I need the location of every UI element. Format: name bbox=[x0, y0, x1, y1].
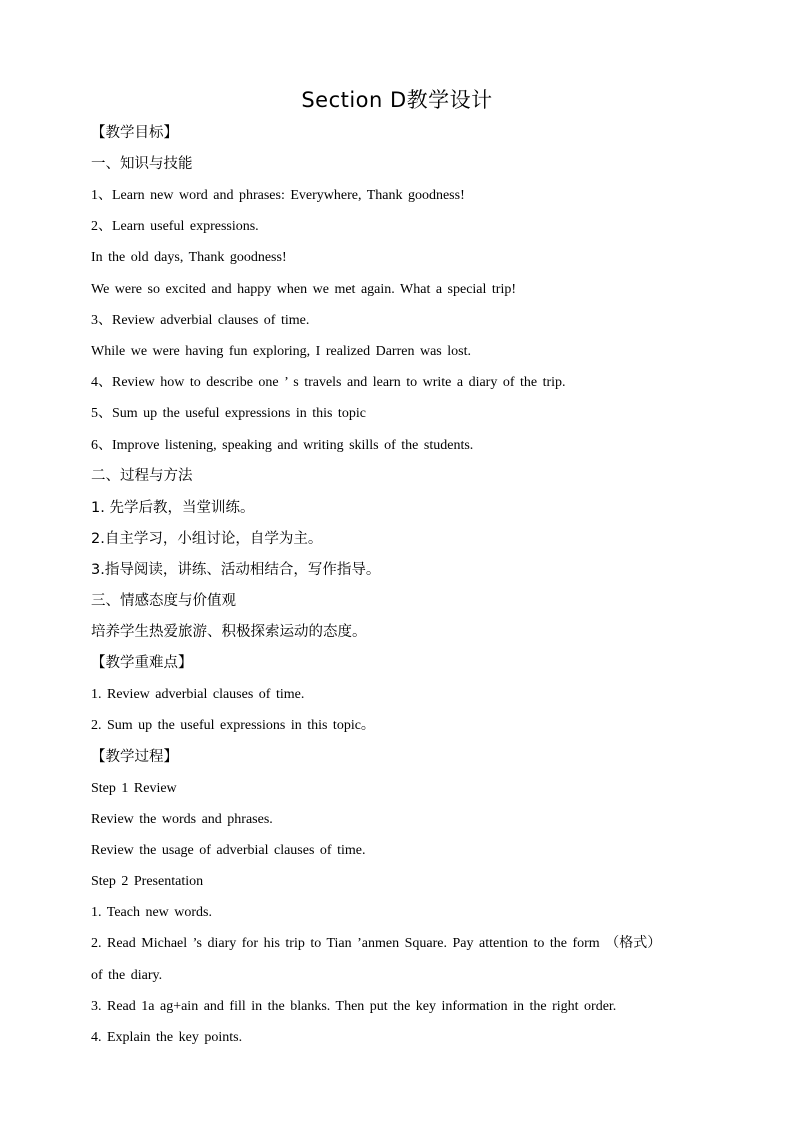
subheading-process-methods: 二、过程与方法 bbox=[91, 468, 193, 484]
process-line: 2. Read Michael ’s diary for his trip to Tian ’anmen Square. Pay attention to the form （格式） bbox=[91, 936, 662, 951]
goal-line: We were so excited and happy when we met again. What a special trip! bbox=[91, 282, 517, 297]
process-line: Review the usage of adverbial clauses of time. bbox=[91, 843, 366, 858]
step-heading: Step 1 Review bbox=[91, 781, 177, 796]
subheading-attitude-values: 三、情感态度与价值观 bbox=[91, 593, 236, 609]
process-line: 1. Teach new words. bbox=[91, 905, 213, 920]
goal-line: 3、Review adverbial clauses of time. bbox=[91, 313, 310, 328]
process-line: 3. Read 1a ag+ain and fill in the blanks. Then put the key information in the right order. bbox=[91, 999, 617, 1014]
heading-teaching-goals: 【教学目标】 bbox=[91, 125, 178, 141]
method-line: 1. 先学后教，当堂训练。 bbox=[91, 500, 255, 516]
goal-line: 1、Learn new word and phrases: Everywhere, Thank goodness! bbox=[91, 188, 465, 203]
heading-key-points: 【教学重难点】 bbox=[91, 655, 193, 671]
goal-line: 6、Improve listening, speaking and writing skills of the students. bbox=[91, 438, 474, 453]
document-title: Section D教学设计 bbox=[301, 88, 493, 112]
goal-line: 2、Learn useful expressions. bbox=[91, 219, 259, 234]
key-point-line: 2. Sum up the useful expressions in this topic。 bbox=[91, 718, 375, 733]
heading-teaching-process: 【教学过程】 bbox=[91, 749, 178, 765]
key-point-line: 1. Review adverbial clauses of time. bbox=[91, 687, 305, 702]
method-line: 2.自主学习，小组讨论，自学为主。 bbox=[91, 531, 323, 547]
step-heading: Step 2 Presentation bbox=[91, 874, 204, 889]
attitude-line: 培养学生热爱旅游、积极探索运动的态度。 bbox=[91, 624, 367, 640]
process-line: Review the words and phrases. bbox=[91, 812, 273, 827]
goal-line: In the old days, Thank goodness! bbox=[91, 250, 287, 265]
goal-line: 5、Sum up the useful expressions in this topic bbox=[91, 406, 366, 421]
method-line: 3.指导阅读，讲练、活动相结合，写作指导。 bbox=[91, 562, 381, 578]
goal-line: While we were having fun exploring, I realized Darren was lost. bbox=[91, 344, 471, 359]
subheading-knowledge-skills: 一、知识与技能 bbox=[91, 156, 193, 172]
process-line: 4. Explain the key points. bbox=[91, 1030, 243, 1045]
process-line: of the diary. bbox=[91, 968, 163, 983]
goal-line: 4、Review how to describe one ’ s travels and learn to write a diary of the trip. bbox=[91, 375, 566, 390]
